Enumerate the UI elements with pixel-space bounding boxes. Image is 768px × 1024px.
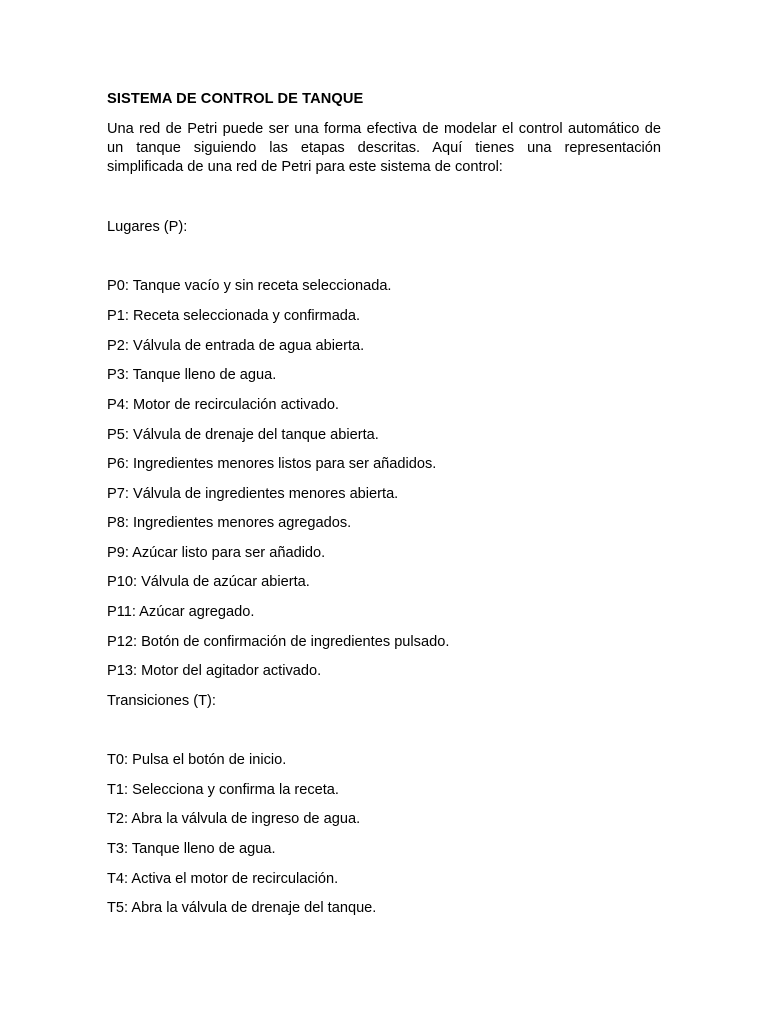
transition-item: T0: Pulsa el botón de inicio. [107, 752, 287, 768]
transition-item: T1: Selecciona y confirma la receta. [107, 782, 339, 798]
transition-item: T2: Abra la válvula de ingreso de agua. [107, 811, 361, 827]
place-item: P3: Tanque lleno de agua. [107, 367, 277, 383]
places-heading: Lugares (P): [107, 219, 188, 235]
transitions-heading: Transiciones (T): [107, 693, 216, 709]
transition-item: T4: Activa el motor de recirculación. [107, 871, 339, 887]
transition-item: T3: Tanque lleno de agua. [107, 841, 276, 857]
place-item: P8: Ingredientes menores agregados. [107, 515, 352, 531]
place-item: P7: Válvula de ingredientes menores abierta. [107, 486, 399, 502]
place-item: P10: Válvula de azúcar abierta. [107, 574, 310, 590]
document-title: SISTEMA DE CONTROL DE TANQUE [107, 91, 364, 107]
place-item: P11: Azúcar agregado. [107, 604, 255, 620]
place-item: P6: Ingredientes menores listos para ser añadidos. [107, 456, 437, 472]
place-item: P12: Botón de confirmación de ingredientes pulsado. [107, 634, 450, 650]
place-item: P4: Motor de recirculación activado. [107, 397, 339, 413]
place-item: P9: Azúcar listo para ser añadido. [107, 545, 326, 561]
place-item: P13: Motor del agitador activado. [107, 663, 322, 679]
intro-paragraph: Una red de Petri puede ser una forma efectiva de modelar el control automático de un tanque siguiendo las etapas descritas. Aquí tienes una representación simplificada de una red de Petri para este sistema de control: [107, 121, 661, 175]
place-item: P2: Válvula de entrada de agua abierta. [107, 338, 365, 354]
place-item: P0: Tanque vacío y sin receta seleccionada. [107, 278, 392, 294]
place-item: P5: Válvula de drenaje del tanque abierta. [107, 427, 379, 443]
transition-item: T5: Abra la válvula de drenaje del tanque. [107, 900, 377, 916]
place-item: P1: Receta seleccionada y confirmada. [107, 308, 361, 324]
